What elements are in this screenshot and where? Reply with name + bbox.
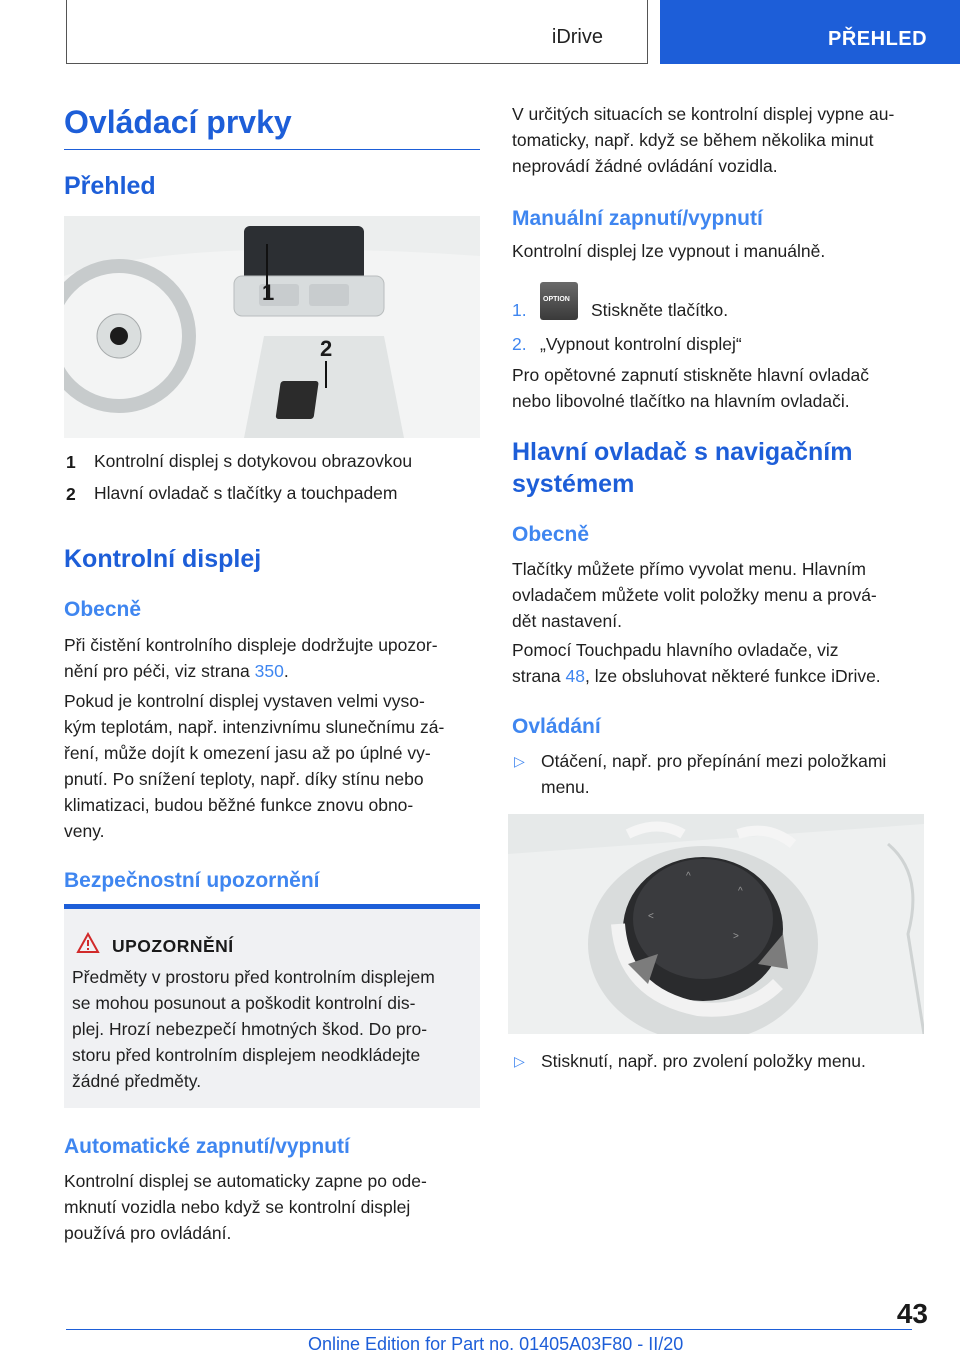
controller-illustration (508, 814, 924, 1034)
page-title: Ovládací prvky (64, 104, 292, 140)
warning-icon (76, 932, 100, 954)
general-heading-right: Obecně (512, 523, 590, 546)
display-heading: Kontrolní displej (64, 545, 262, 573)
header-tab[interactable] (660, 0, 960, 64)
footer-rule (66, 1329, 912, 1330)
footer-edition: Online Edition for Part no. 01405A03F80 - II/20 (308, 1334, 684, 1354)
general-paragraph-1: Při čistění kontrolního displeje dodržujte upozor‐ nění pro péči, viz strana 350. (64, 635, 438, 681)
page-link-350[interactable]: 350 (254, 661, 284, 681)
step-text: „Vypnout kontrolní displej“ (540, 334, 742, 354)
header-section-title: iDrive (551, 26, 603, 48)
svg-text:<: < (648, 911, 654, 922)
header-frame (66, 0, 648, 64)
auto-paragraph: Kontrolní displej se automaticky zapne po ode‐ mknutí vozidla nebo když se kontrolní displej používá pro ovládání. (64, 1171, 427, 1243)
manual-heading: Manuální zapnutí/vypnutí (512, 207, 763, 230)
warning-title: UPOZORNĚNÍ (112, 936, 234, 956)
bullet-rotate: Otáčení, např. pro přepínání mezi položkami menu. (541, 751, 887, 797)
legend-num: 2 (66, 484, 76, 504)
figure-label-1: 1 (262, 280, 275, 305)
step-number: 1. (512, 300, 527, 320)
warning-box (64, 904, 480, 1108)
auto-heading: Automatické zapnutí/vypnutí (64, 1135, 350, 1158)
safety-heading: Bezpečnostní upozornění (64, 869, 320, 892)
bullet-press: Stisknutí, např. pro zvolení položky menu. (541, 1051, 866, 1071)
svg-text:^: ^ (686, 871, 691, 882)
page-number: 43 (896, 1298, 928, 1329)
warning-bar (64, 904, 480, 909)
controller-heading: Hlavní ovladač s navigačním systémem (512, 438, 853, 498)
legend-num: 1 (66, 452, 76, 472)
dashboard-figure (64, 216, 480, 438)
overview-heading: Přehled (64, 172, 156, 200)
general-paragraph-2: Pokud je kontrolní displej vystaven velmi vyso‐ kým teplotám, např. intenzivnímu slunečnímu zá‐ ření, může dojít k omezení jasu až po úplné vy‐ pnutí. Po snížení teploty, např. díky stínu nebo klimatizaci, budou běžné funkce znovu obno‐ veny. (64, 691, 445, 841)
title-rule (64, 149, 480, 150)
touchpad-paragraph: Pomocí Touchpadu hlavního ovladače, viz strana 48, lze obsluhovat některé funkce iDrive. (512, 640, 881, 686)
figure-label-2: 2 (320, 336, 333, 361)
controller-figure (508, 814, 924, 1034)
warning-text: Předměty v prostoru před kontrolním displejem se mohou posunout a poškodit kontrolní dis‐ plej. Hrozí nebezpečí hmotných škod. Do pro‐ storu před kontrolním displejem neodkládejte žádné předměty. (72, 967, 435, 1091)
manual-paragraph: Kontrolní displej lze vypnout i manuálně. (512, 241, 826, 261)
svg-text:^: ^ (738, 886, 743, 897)
general-heading-left: Obecně (64, 598, 142, 621)
intro-paragraph: V určitých situacích se kontrolní displej vypne au‐ tomaticky, např. když se během několika minut neprovádí žádné ovládání vozidla. (512, 104, 895, 176)
step-number: 2. (512, 334, 527, 354)
legend-text: Kontrolní displej s dotykovou obrazovkou (94, 451, 413, 471)
bullet-triangle-icon: ▷ (514, 1053, 525, 1069)
option-button-icon: OPTION (540, 282, 578, 320)
step-text: Stiskněte tlačítko. (591, 300, 729, 320)
svg-text:>: > (733, 931, 739, 942)
dashboard-illustration (64, 216, 480, 438)
operation-heading: Ovládání (512, 715, 601, 738)
page-link-48[interactable]: 48 (565, 666, 585, 686)
restart-paragraph: Pro opětovné zapnutí stiskněte hlavní ovladač nebo libovolné tlačítko na hlavním ovladači. (512, 365, 870, 411)
header-tab-label: PŘEHLED (828, 28, 928, 50)
legend-text: Hlavní ovladač s tlačítky a touchpadem (94, 483, 398, 503)
bullet-triangle-icon: ▷ (514, 753, 525, 769)
controller-general-paragraph: Tlačítky můžete přímo vyvolat menu. Hlavním ovladačem můžete volit položky menu a prová‐ dět nastavení. (512, 559, 877, 631)
